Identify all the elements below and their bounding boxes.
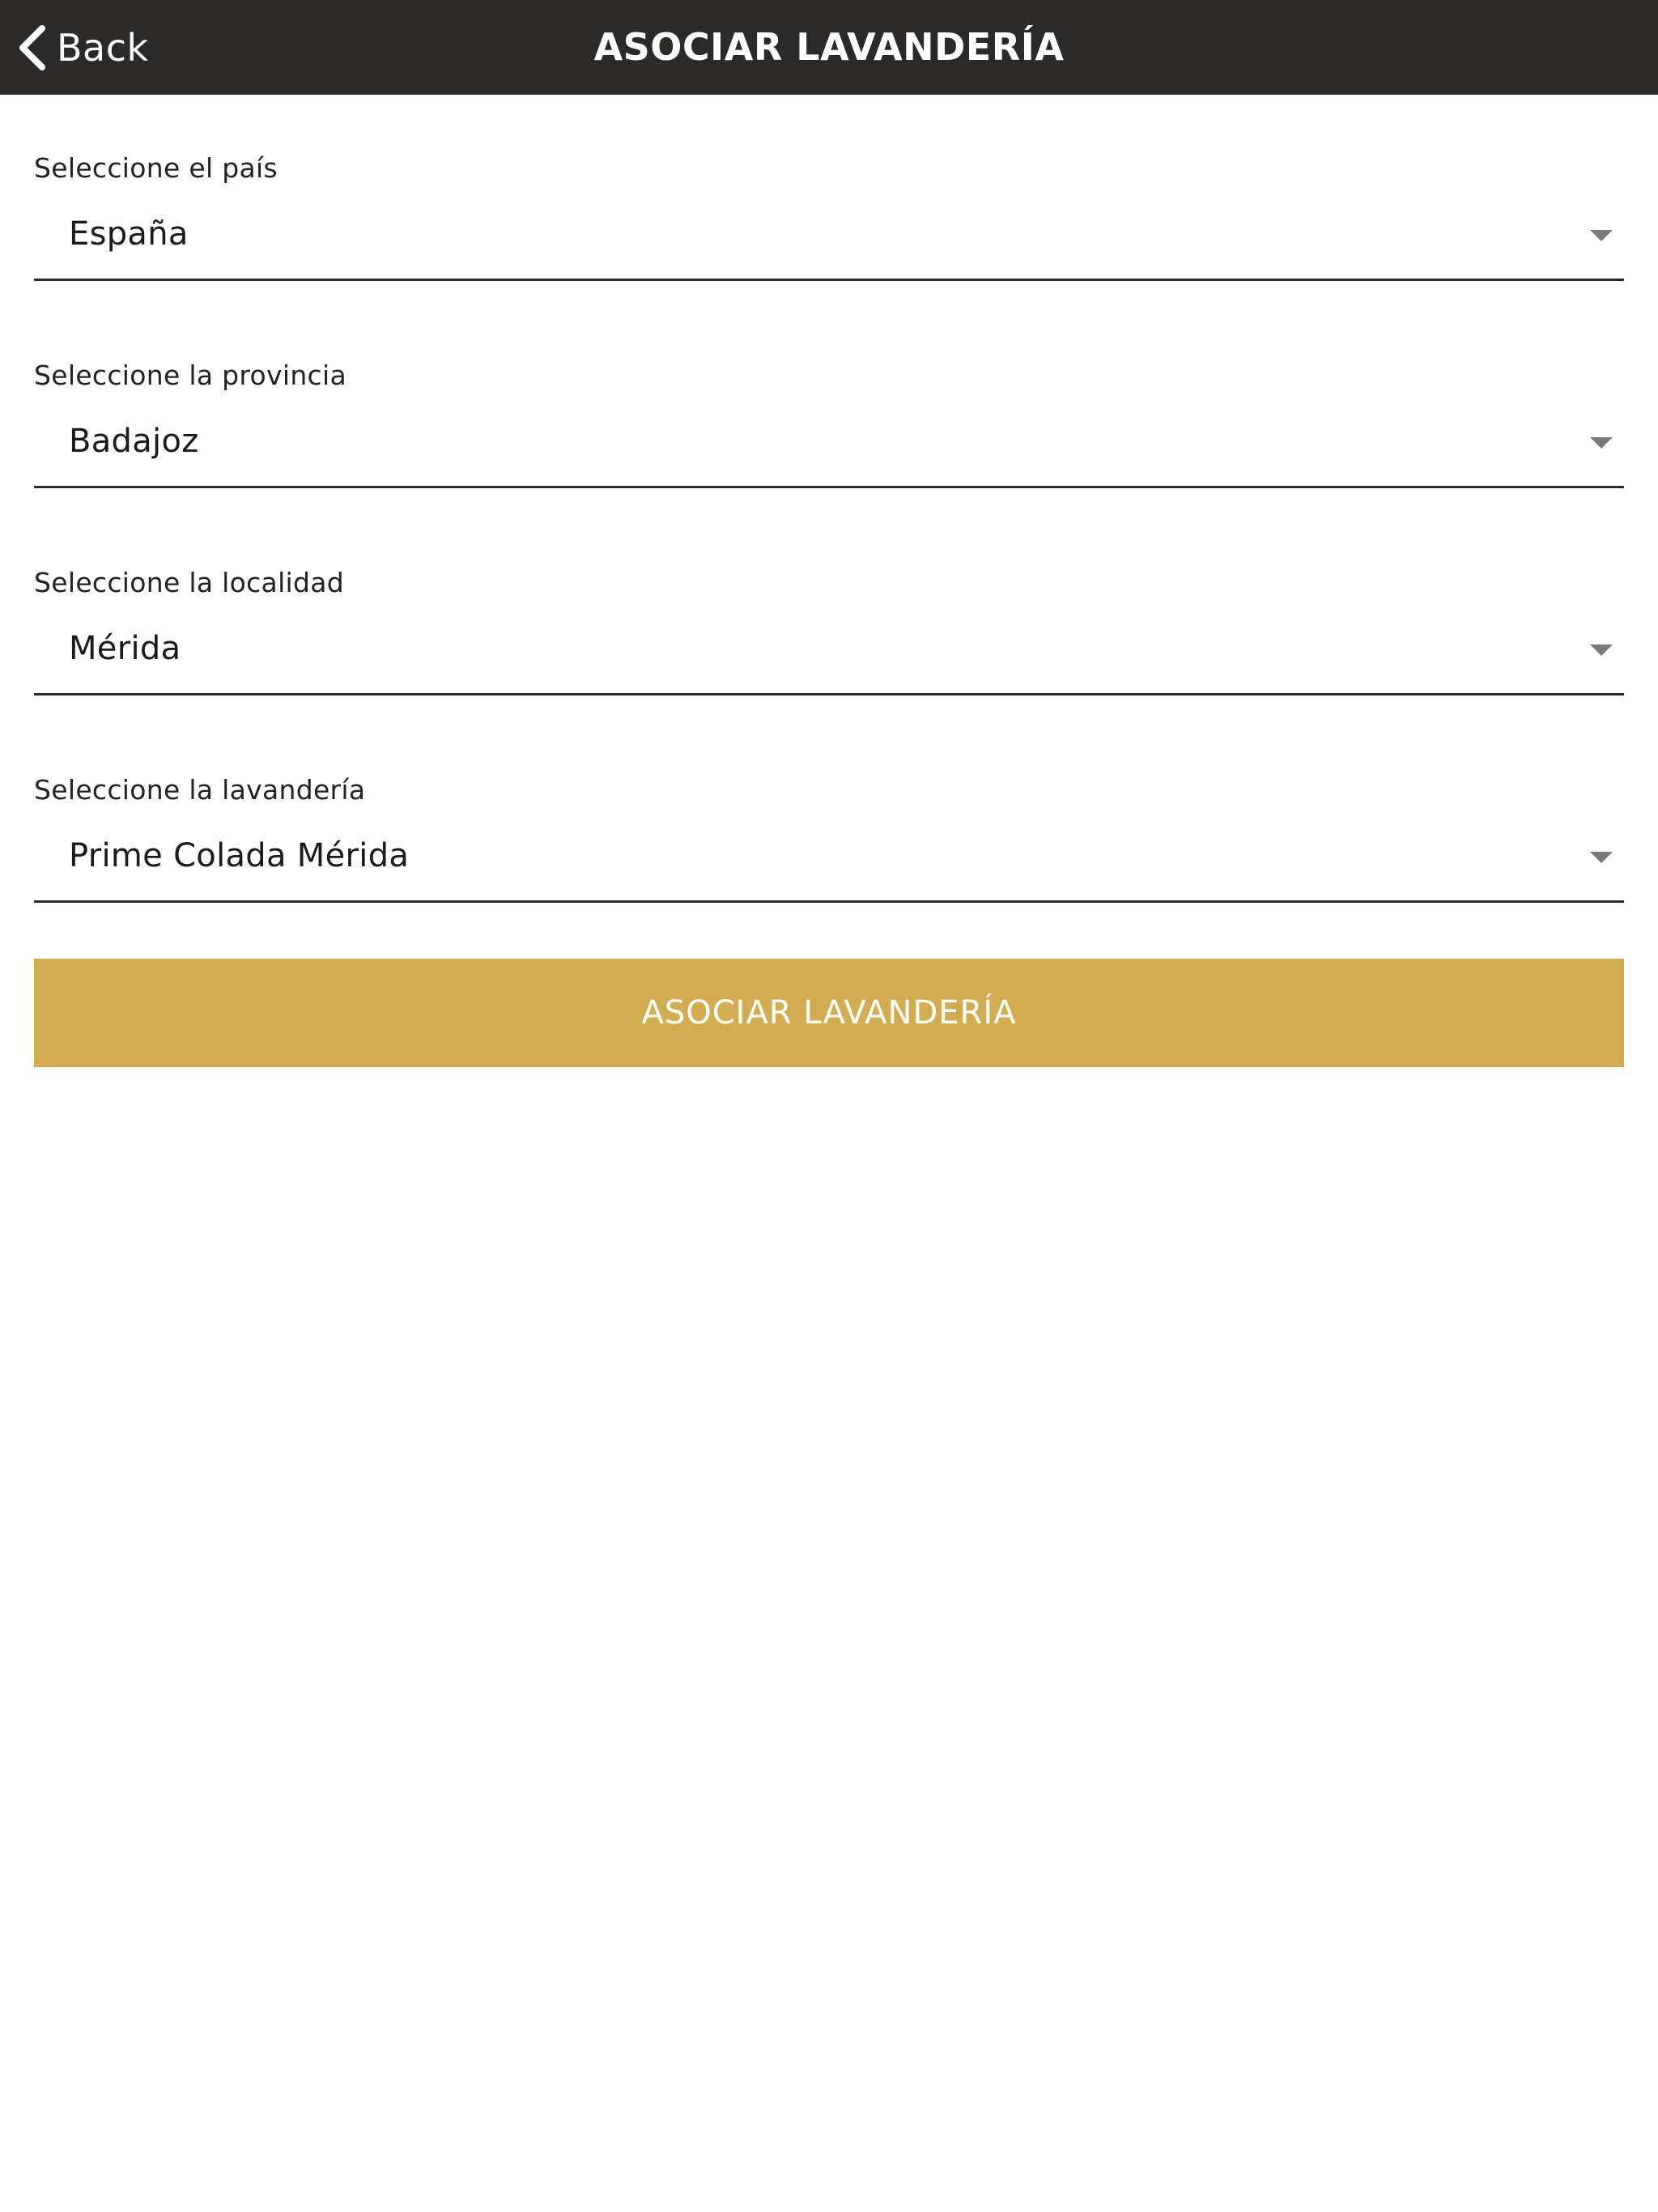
country-selected-value: España — [69, 215, 189, 253]
country-select[interactable] — [34, 198, 1624, 281]
laundry-field — [34, 774, 1624, 904]
laundry-select[interactable] — [34, 819, 1624, 903]
caret-down-icon — [1590, 230, 1613, 241]
province-field — [34, 359, 1624, 489]
locality-field — [34, 567, 1624, 696]
caret-down-icon — [1590, 852, 1613, 863]
locality-selected-value: Mérida — [69, 630, 181, 667]
associate-laundry-button[interactable]: ASOCIAR LAVANDERÍA — [34, 959, 1624, 1067]
country-field — [34, 152, 1624, 282]
laundry-selected-value: Prime Colada Mérida — [69, 837, 410, 874]
province-selected-value: Badajoz — [69, 423, 199, 460]
chevron-left-icon — [15, 23, 50, 72]
locality-label: Seleccione la localidad — [34, 567, 345, 598]
caret-down-icon — [1590, 437, 1613, 449]
laundry-label: Seleccione la lavandería — [34, 774, 366, 806]
navigation-bar — [0, 0, 1658, 95]
page-title: ASOCIAR LAVANDERÍA — [593, 25, 1065, 69]
country-label: Seleccione el país — [34, 152, 278, 184]
province-select[interactable] — [34, 405, 1624, 488]
locality-select[interactable] — [34, 612, 1624, 696]
back-button[interactable] — [15, 0, 149, 95]
back-button-label: Back — [57, 25, 149, 70]
caret-down-icon — [1590, 644, 1613, 656]
province-label: Seleccione la provincia — [34, 359, 346, 391]
